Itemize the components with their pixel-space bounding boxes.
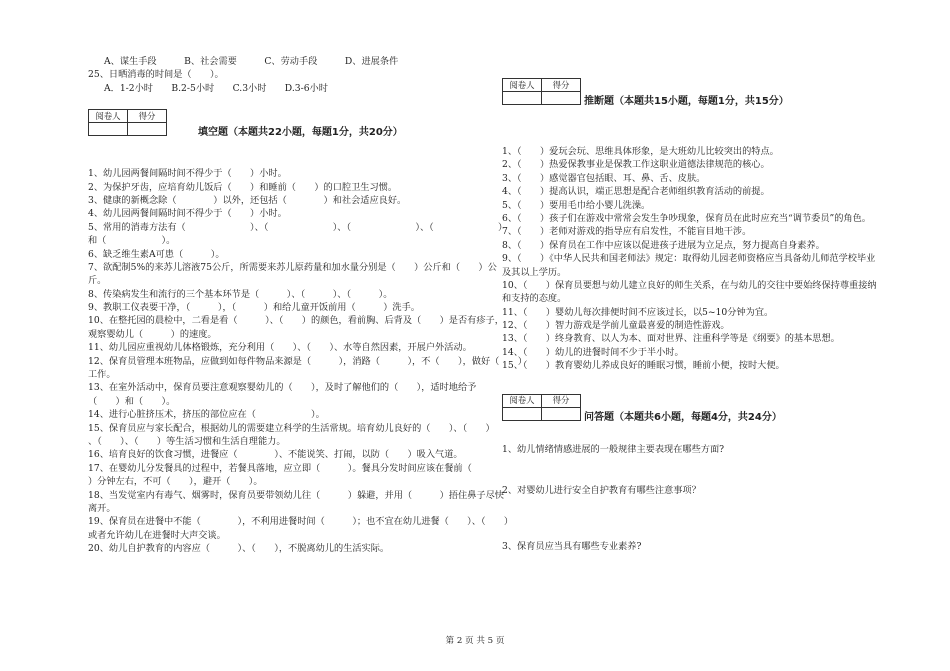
judge-item: 10、（ ）保育员要想与幼儿建立良好的师生关系，在与幼儿的交往中要始终保持尊重接纳	[502, 279, 877, 291]
fill-score-box	[88, 109, 167, 136]
fill-item: 4、幼儿园两餐间隔时间不得少于（ ）小时。	[88, 208, 287, 220]
judge-item: 2、（ ）热爱保教事业是保教工作这职业道德法律规范的核心。	[502, 159, 770, 171]
score-label: 得分	[128, 110, 167, 123]
left-column	[88, 56, 527, 557]
fill-item: 7、欲配制5%的来苏儿溶液75公斤，所需要来苏儿原药量和加水量分别是（ ）公斤和（ ）公	[88, 261, 497, 273]
fill-item: 2、为保护牙齿，应培育幼儿饭后（ ）和睡前（ ）的口腔卫生习惯。	[88, 181, 398, 193]
answer-item: 3、保育员应当具有哪些专业素养?	[502, 540, 642, 552]
judge-items	[502, 146, 888, 374]
judge-item: 13、（ ）终身教育、以人为本、面对世界、注重科学等是《纲要》的基本思想。	[502, 333, 840, 345]
fill-item: （ ）和（ ）。	[88, 395, 176, 407]
fill-item: 15、保育员应与家长配合，根据幼儿的需要建立科学的生活常规。培育幼儿良好的（ ）、（ ）	[88, 422, 495, 434]
fill-item: 斤。	[88, 275, 107, 287]
reviewer-label: 阅卷人	[89, 110, 128, 123]
fill-item: 14、进行心脏挤压术，挤压的部位应在（ ）。	[88, 409, 325, 421]
judge-item: 11、（ ）婴幼儿每次排便时间不应该过长，以5~10分钟为宜。	[502, 306, 774, 318]
fill-item: 18、当发觉室内有毒气、烟雾时，保育员要带领幼儿往（ ）躲避，并用（ ）捂住鼻子尽快	[88, 489, 504, 501]
fill-item: 或者允许幼儿在进餐时大声交谈。	[88, 529, 226, 541]
q25-text: 25、日晒消毒的时间是（ ）。	[88, 69, 224, 81]
fill-item: 20、幼儿自护教育的内容应（ ）、（ ），不脱离幼儿的生活实际。	[88, 543, 390, 555]
reviewer-cell	[89, 123, 128, 136]
fill-item: 、（ ）、（ ）等生活习惯和生活自理能力。	[88, 435, 286, 447]
reviewer-label: 阅卷人	[503, 394, 542, 407]
score-cell	[542, 92, 581, 105]
fill-item: 17、在婴幼儿分发餐具的过程中，若餐具落地，应立即（ ）。餐具分发时间应该在餐前（	[88, 462, 509, 474]
judge-item: 3、（ ）感觉器官包括眼、耳、鼻、舌、皮肤。	[502, 172, 706, 184]
fill-item: 工作。	[88, 369, 116, 381]
judge-item: 15、（ ）教育婴幼儿养成良好的睡眠习惯，睡前小便，按时大便。	[502, 360, 785, 372]
judge-score-box	[502, 78, 581, 105]
answer-item: 1、幼儿情绪情感进展的一般规律主要表现在哪些方面?	[502, 443, 725, 455]
fill-item: 11、幼儿园应重视幼儿体格锻炼，充分利用（ ）、（ ）、水等自然因素，开展户外活动。	[88, 342, 472, 354]
fill-item: 10、在整托园的晨检中，二看是看（ ）、（ ）的颜色，看前胸、后背及（ ）是否有疹子，	[88, 315, 504, 327]
right-column	[502, 78, 888, 554]
judge-item: 4、（ ）提高认识，端正思想是配合老师组织教育活动的前提。	[502, 186, 770, 198]
judge-item: 7、（ ）老师对游戏的指导应有启发性，不能盲目地干涉。	[502, 226, 752, 238]
judge-item: 5、（ ）要用毛巾给小婴儿洗澡。	[502, 199, 651, 211]
reviewer-cell	[503, 407, 542, 420]
judge-item: 8、（ ）保育员在工作中应该以促进孩子进展为立足点，努力提高自身素养。	[502, 239, 825, 251]
fill-item: 1、幼儿园两餐间隔时间不得少于（ ）小时。	[88, 168, 287, 180]
judge-item: 9、（ ）《中华人民共和国老师法》规定：取得幼儿园老师资格应当具备幼儿师范学校毕业	[502, 253, 876, 265]
reviewer-cell	[503, 92, 542, 105]
fill-item: 13、在室外活动中，保育员要注意观察婴幼儿的（ ），及时了解他们的（ ），适时地给予	[88, 382, 477, 394]
fill-item: 12、保育员管理本班物品，应做到如每件物品来源是（ ），消路（ ），不（ ），做好（ ）	[88, 355, 527, 367]
judge-section-header	[502, 78, 888, 110]
fill-item: 离开。	[88, 502, 116, 514]
judge-section-title: 推断题（本题共15小题，每题1分，共15分）	[584, 96, 789, 107]
fill-item: 和（ ）。	[88, 235, 176, 247]
fill-section-title: 填空题（本题共22小题，每题1分，共20分）	[198, 127, 403, 139]
fill-item: 8、传染病发生和流行的三个基本环节是（ ）、（ ）、（ ）。	[88, 288, 393, 300]
judge-item: 6、（ ）孩子们在游戏中常常会发生争吵现象，保育员在此时应充当“调节委员”的角色。	[502, 212, 871, 224]
score-label: 得分	[542, 79, 581, 92]
judge-item: 1、（ ）爱玩会玩、思维具体形象，是大班幼儿比较突出的特点。	[502, 146, 779, 157]
fill-section-header	[88, 109, 488, 141]
fill-item: 观察婴幼儿（ ）的速度。	[88, 328, 217, 340]
fill-item: 19、保育员在进餐中不能（ ），不利用进餐时间（ ）；也不宜在幼儿进餐（ ）、（ ）	[88, 516, 514, 528]
fill-item: 16、培育良好的饮食习惯，进餐应（ ）、不能说笑、打闹，以防（ ）吸入气道。	[88, 449, 463, 461]
answer-section-title: 问答题（本题共6小题，每题4分，共24分）	[584, 411, 782, 423]
fill-item: 5、常用的消毒方法有（ ）、（ ）、（ ）、（ ）	[88, 221, 508, 233]
score-label: 得分	[542, 394, 581, 407]
judge-item: 12、（ ）智力游戏是学前儿童最喜爱的制造性游戏。	[502, 320, 730, 332]
answer-section-header	[502, 394, 888, 426]
q24-options: A、谋生手段 B、社会需要 C、劳动手段 D、进展条件	[104, 56, 399, 67]
answer-score-box	[502, 394, 581, 421]
answer-item: 2、对婴幼儿进行安全自护教育有哪些注意事项？	[502, 484, 701, 496]
judge-item: 及其以上学历。	[502, 266, 567, 278]
judge-item: 14、（ ）幼儿的进餐时间不少于半小时。	[502, 346, 684, 358]
judge-item: 和支持的态度。	[502, 293, 567, 305]
reviewer-label: 阅卷人	[503, 79, 542, 92]
page-footer: 第 2 页 共 5 页	[445, 636, 505, 646]
fill-item: ）分钟左右，不可（ ），避开（ ）。	[88, 476, 263, 488]
fill-item: 3、健康的新概念除（ ）以外，还包括（ ）和社会适应良好。	[88, 194, 407, 206]
score-cell	[128, 123, 167, 136]
fill-item: 9、教职工仪表要干净，（ ），（ ）和给儿童开饭前用（ ）洗手。	[88, 302, 420, 314]
q25-options: A．1-2小时 B.2-5小时 C.3小时 D.3-6小时	[104, 82, 328, 94]
fill-item: 6、缺乏维生素A可患（ ）。	[88, 248, 225, 260]
score-cell	[542, 407, 581, 420]
